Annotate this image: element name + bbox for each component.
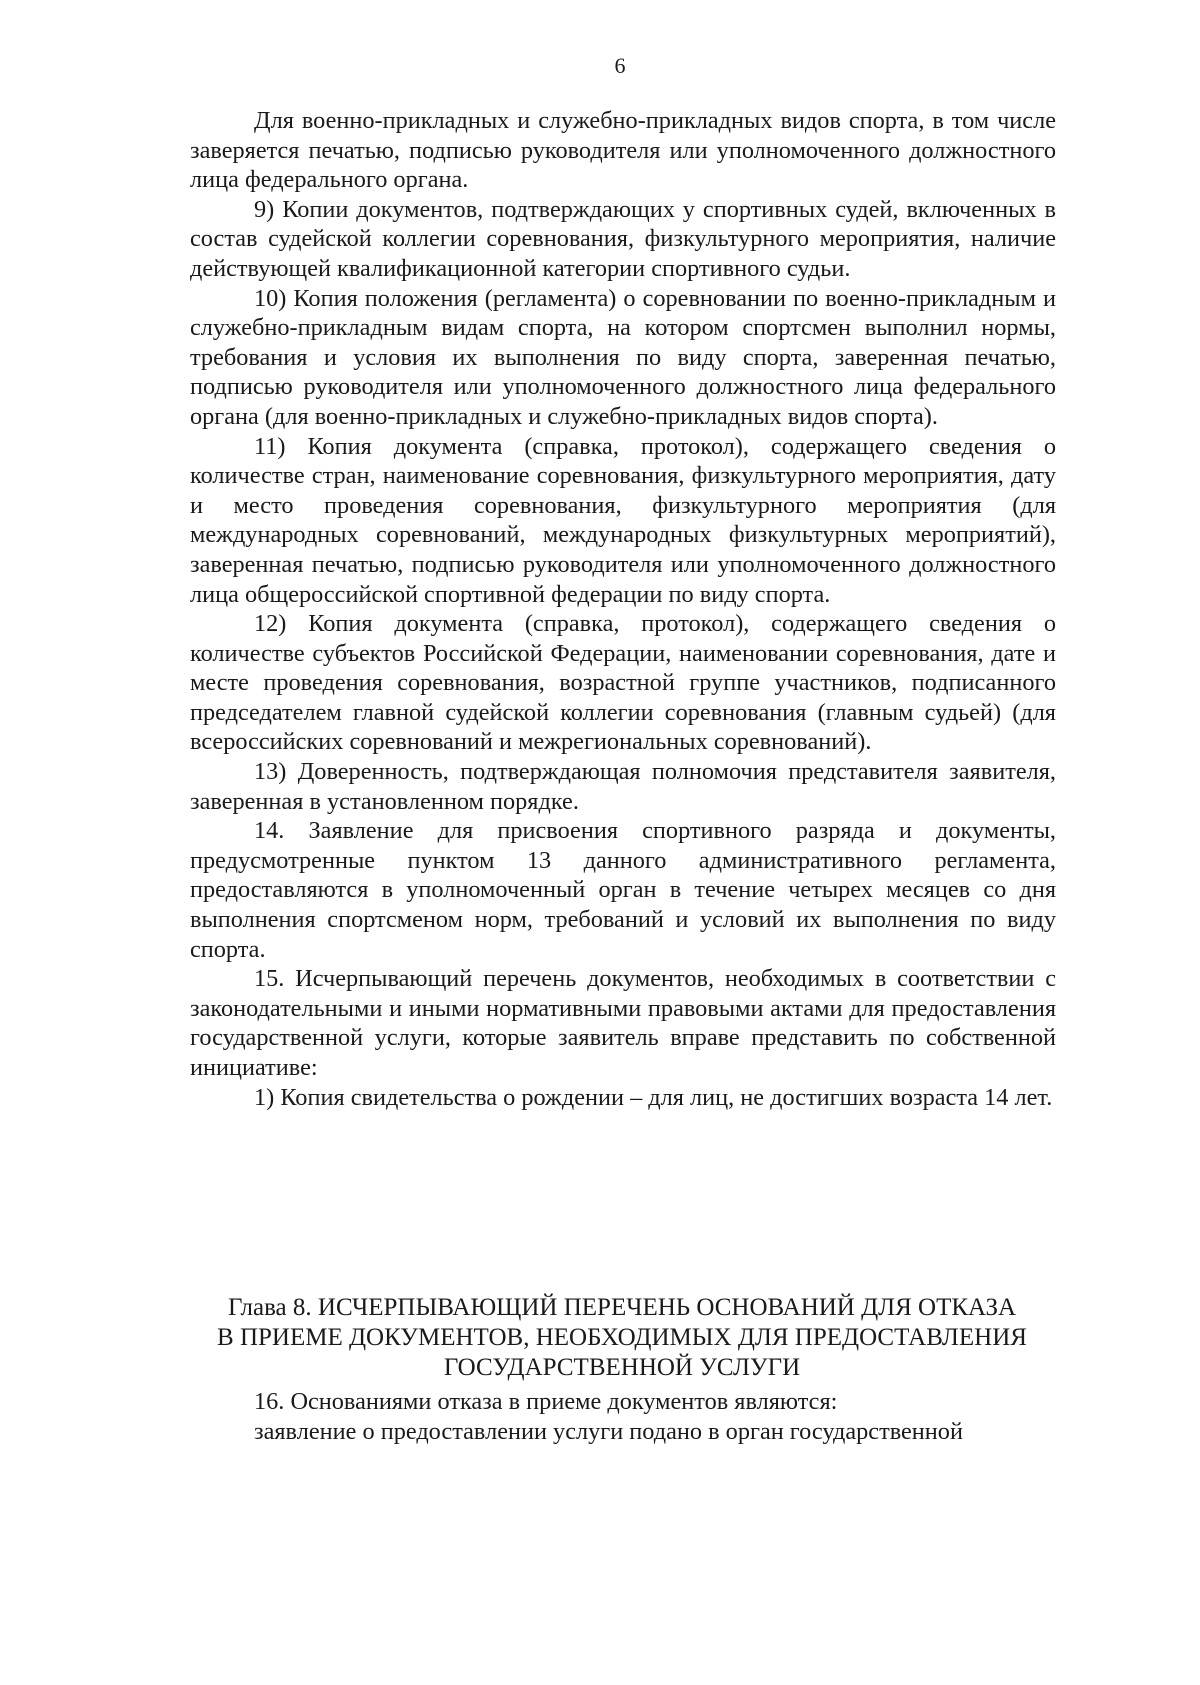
paragraph-certification-note: Для военно-прикладных и служебно-прикладных видов спорта, в том числе заверяется печатью, подписью руководителя или уполномоченного должностного лица федерального органа. (190, 107, 1056, 194)
chapter-body (190, 1387, 1056, 1446)
paragraph-clause-15-item-1: 1) Копия свидетельства о рождении – для лиц, не достигших возраста 14 лет. (254, 1083, 1053, 1111)
chapter-heading-line: В ПРИЕМЕ ДОКУМЕНТОВ, НЕОБХОДИМЫХ ДЛЯ ПРЕДОСТАВЛЕНИЯ (217, 1324, 1027, 1351)
paragraph-item-12: 12) Копия документа (справка, протокол), содержащего сведения о количестве субъектов Российской Федерации, наименовании соревнования, дате и месте проведения соревнования, возрастной группе участников, подписанного председателем главной судейской коллегии соревнования (главным судьей) (для всероссийских соревнований и межрегиональных соревнований). (190, 610, 1056, 756)
document-body (190, 106, 1056, 1112)
paragraph-clause-16-reason: заявление о предоставлении услуги подано в орган государственной (254, 1417, 963, 1445)
chapter-heading-line: Глава 8. ИСЧЕРПЫВАЮЩИЙ ПЕРЕЧЕНЬ ОСНОВАНИЙ ДЛЯ ОТКАЗА (227, 1294, 1017, 1321)
page-number: 6 (614, 53, 626, 78)
paragraph-item-10: 10) Копия положения (регламента) о соревновании по военно-прикладным и служебно-прикладным видам спорта, на котором спортсмен выполнил нормы, требования и условия их выполнения по виду спорта, заверенная печатью, подписью руководителя или уполномоченного должностного лица федерального органа (для военно-прикладных и служебно-прикладных видов спорта). (190, 284, 1056, 430)
paragraph-item-11: 11) Копия документа (справка, протокол), содержащего сведения о количестве стран, наименование соревнования, физкультурного мероприятия, дату и место проведения соревнования, физкультурного мероприятия (для международных соревнований, международных физкультурных мероприятий), заверенная печатью, подписью руководителя или уполномоченного должностного лица общероссийской спортивной федерации по виду спорта. (190, 432, 1056, 608)
paragraph-clause-14: 14. Заявление для присвоения спортивного разряда и документы, предусмотренные пунктом 13 данного административного регламента, предоставляются в уполномоченный орган в течение четырех месяцев со дня выполнения спортсменом норм, требований и условий их выполнения по виду спорта. (190, 817, 1056, 963)
paragraph-item-13: 13) Доверенность, подтверждающая полномочия представителя заявителя, заверенная в установленном порядке. (190, 758, 1056, 815)
paragraph-clause-16: 16. Основаниями отказа в приеме документов являются: (254, 1388, 838, 1415)
paragraph-clause-15: 15. Исчерпывающий перечень документов, необходимых в соответствии с законодательными и иными нормативными правовыми актами для предоставления государственной услуги, которые заявитель вправе представить по собственной инициативе: (190, 965, 1056, 1081)
chapter-heading (184, 1293, 1060, 1383)
chapter-heading-line: ГОСУДАРСТВЕННОЙ УСЛУГИ (443, 1354, 801, 1381)
paragraph-item-9: 9) Копии документов, подтверждающих у спортивных судей, включенных в состав судейской коллегии соревнования, физкультурного мероприятия, наличие действующей квалификационной категории спортивного судьи. (190, 195, 1056, 282)
